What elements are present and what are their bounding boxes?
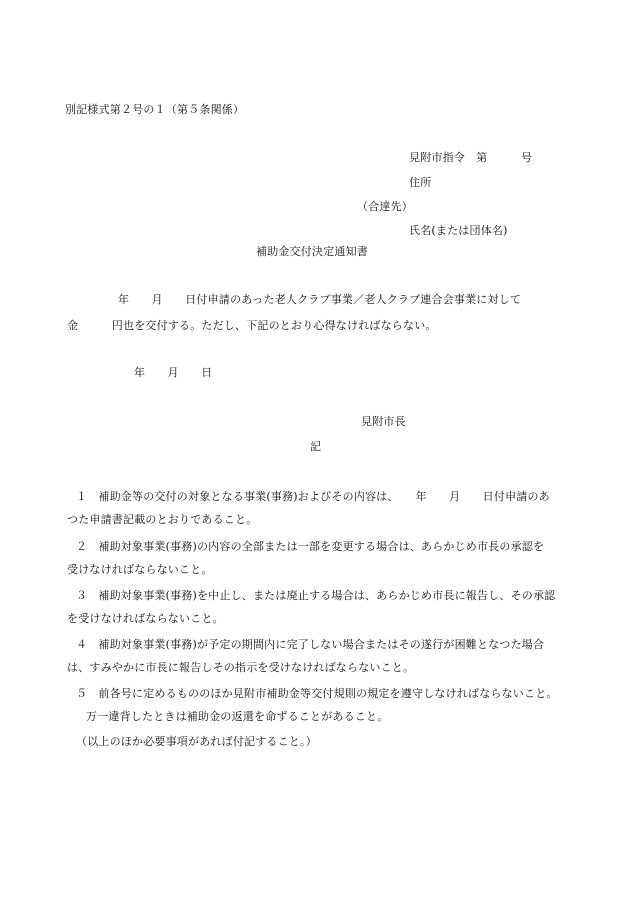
notice-number: 見附市指令 第 号 (409, 151, 533, 164)
item-5-line-2: 万一違背したときは補助金の返還を命ずることがあること。 (86, 710, 389, 723)
item-1-line-2: つた申請書記載のとおりであること。 (67, 513, 258, 526)
item-3-line-1: ３ 補助対象事業(事務)を中止し、または廃止する場合は、あらかじめ市長に報告し、その承認 (76, 589, 556, 602)
address-label: 住所 (409, 176, 432, 189)
item-5-line-1: ５ 前各号に定めるもののほか見附市補助金等交付規則の規定を遵守しなければならないこと。 (76, 687, 558, 700)
item-2-line-1: ２ 補助対象事業(事務)の内容の全部または一部を変更する場合は、あらかじめ市長の承認を (76, 540, 545, 553)
name-label: 氏名(または団体名) (409, 224, 508, 237)
form-id: 別記様式第２号の１（第５条関係） (65, 103, 245, 116)
body-line-1: 年 月 日付申請のあった老人クラブ事業／老人クラブ連合会事業に対して (118, 293, 522, 306)
item-3-line-2: を受けなければならないこと。 (67, 612, 224, 625)
issuer: 見附市長 (361, 415, 406, 428)
supplementary-note: （以上のほか必要事項があれば付記すること。） (76, 735, 317, 748)
item-4-line-1: ４ 補助対象事業(事務)が予定の期間内に完了しない場合またはその遂行が困難となつた場合 (76, 638, 545, 651)
item-1-line-1: １ 補助金等の交付の対象となる事業(事務)およびその内容は、 年 月 日付申請のあ (76, 490, 550, 503)
date-line: 年 月 日 (134, 366, 213, 379)
item-4-line-2: は、すみやかに市長に報告しその指示を受けなければならないこと。 (67, 661, 415, 674)
recipient-label: （合達先） (357, 200, 413, 213)
document-title: 補助金交付決定通知書 (256, 245, 368, 258)
item-2-line-2: 受けなければならないこと。 (67, 563, 213, 576)
ki-heading: 記 (310, 440, 322, 453)
body-line-2: 金 円也を交付する。ただし、下記のとおり心得なければならない。 (67, 319, 437, 332)
